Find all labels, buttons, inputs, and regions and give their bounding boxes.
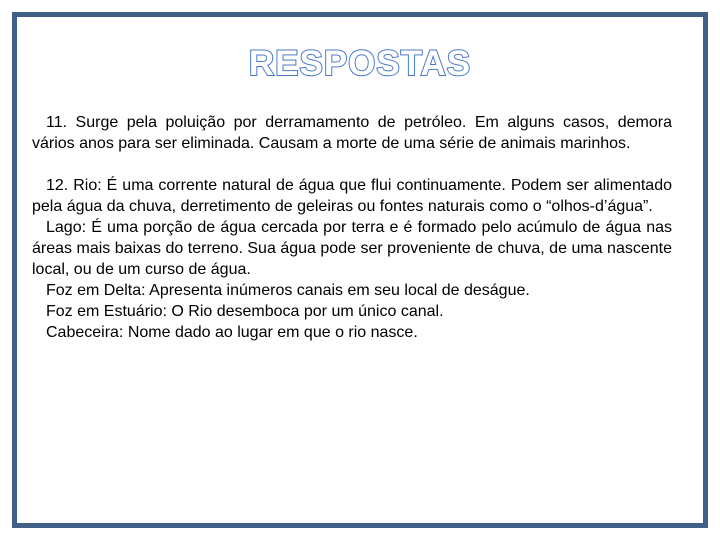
answer-11: 11. Surge pela poluição por derramamento de petróleo. Em alguns casos, demora vários anos para ser eliminada. Causam a morte de uma série de animais marinhos.	[32, 114, 672, 152]
answer-12-rio: 12. Rio: É uma corrente natural de água que flui continuamente. Podem ser alimentado pela água da chuva, derretimento de geleiras ou fontes naturais como o “olhos-d’água”.	[32, 177, 672, 215]
answer-12-cabeceira: Cabeceira: Nome dado ao lugar em que o rio nasce.	[46, 324, 418, 341]
answers-body	[32, 112, 672, 343]
paragraph-gap	[32, 154, 672, 175]
answer-12-foz-estuario: Foz em Estuário: O Rio desemboca por um único canal.	[46, 303, 444, 320]
answer-12-lago: Lago: É uma porção de água cercada por terra e é formado pelo acúmulo de água nas áreas mais baixas do terreno. Sua água pode ser proveniente de chuva, de uma nascente local, ou de um curso de água.	[32, 219, 672, 278]
answer-12-foz-delta: Foz em Delta: Apresenta inúmeros canais em seu local de deságue.	[46, 282, 530, 299]
page-title: RESPOSTAS	[248, 44, 472, 83]
